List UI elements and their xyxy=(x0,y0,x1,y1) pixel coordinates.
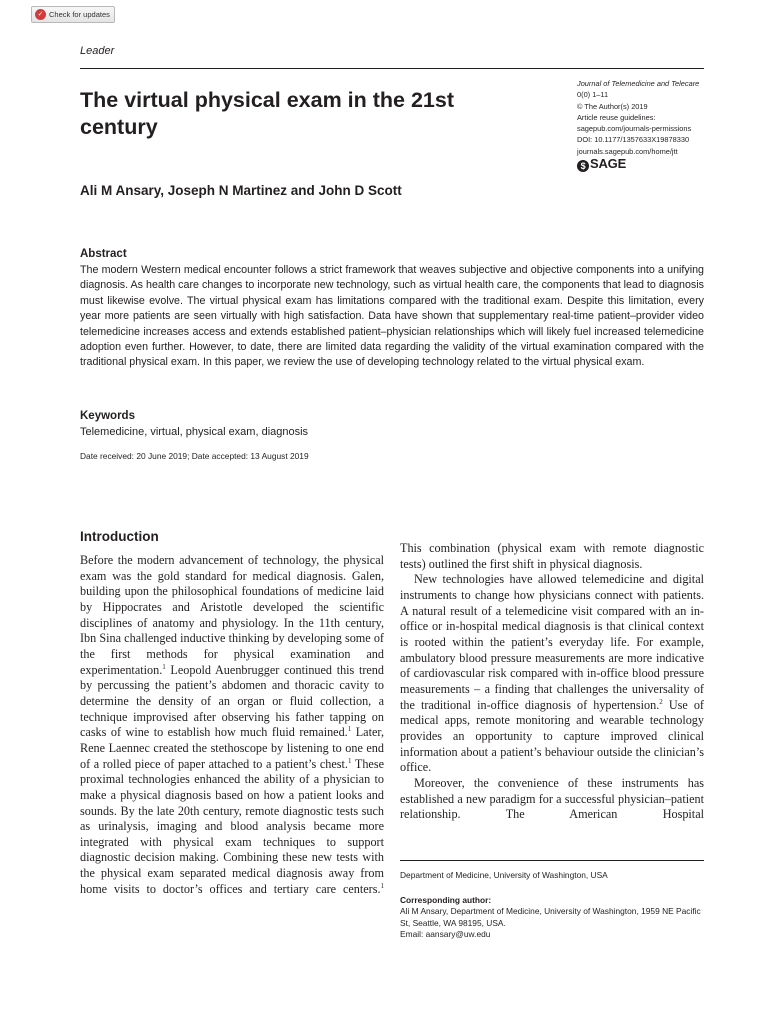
text-run: These proximal technologies enhanced the ability of a physician to make a physical diagnosis based on how a patient looks and sounds. By the late 20th century, remote diagnostic tests such as urinalysis, imaging and blood analysis became more integrated with physical exam techniques to support diagnostic decision making. Combining these new tests with the physical exam separated medical diagnosis away from home visits to doctor’s offices and tertiary care centers. xyxy=(80,756,384,896)
body-column-right xyxy=(400,541,704,823)
section-label: Leader xyxy=(80,45,115,57)
citation-ref[interactable]: 1 xyxy=(162,662,166,671)
corresponding-author-heading: Corresponding author: xyxy=(400,894,492,905)
reuse-link[interactable]: sagepub.com/journals-permissions xyxy=(577,124,692,134)
text-run: Later, Rene Laennec created the stethoscope by listening to one end of a rolled piece of paper attached to a patient’s chest. xyxy=(80,725,384,771)
text-run: Use of medical apps, remote monitoring and wearable technology provides an opportunity to capture improved clinical information about a patient’s behaviour outside the clinician’s office. xyxy=(400,697,704,775)
text-run: New technologies have allowed telemedicine and digital instruments to change how physicians connect with patients. A natural result of a telemedicine visit compared with an in-office or in-hospital medical diagnosis is that clinical context is rooted within the patient’s everyday life. For example, ambulatory blood pressure measurements are more indicative of cardiovascular risk compared with in-office blood pressure measurements – a finding that challenges the universality of the traditional in-office diagnosis of hypertension. xyxy=(400,572,704,712)
citation-ref[interactable]: 1 xyxy=(347,756,352,765)
publisher-logo xyxy=(577,158,699,172)
keywords-text: Telemedicine, virtual, physical exam, diagnosis xyxy=(80,426,309,438)
journal-name: Journal of Telemedicine and Telecare xyxy=(577,79,700,88)
body-column-left xyxy=(80,553,384,897)
keywords-heading: Keywords xyxy=(80,410,135,422)
citation-ref[interactable]: 2 xyxy=(659,697,663,706)
journal-meta xyxy=(577,78,699,172)
abstract-text: The modern Western medical encounter follows a strict framework that weaves subjective and objective components into a unifying diagnosis. As health care changes to incorporate new technology, such as virtual health care, the components that lead to diagnosis must likewise evolve. The virtual physical exam has limitations compared with the traditional exam. Despite this limitation, every year more patients are seen virtually with high satisfaction. Data have shown that supplementary real-time patient–provider video telemedicine increases access and extends established patient–physician relationships which will likely fuel increased telemedicine adoption even further. However, to date, there are limited data regarding the validity of the virtual examination compared with the traditional physical exam. In this paper, we review the use of developing technology related to the virtual physical exam. xyxy=(80,264,704,369)
body-paragraph: Moreover, the convenience of these instruments has established a new paradigm for a successful physician–patient relationship. The American Hospital xyxy=(400,775,704,822)
updates-icon: ✓ xyxy=(35,9,46,20)
author-list: Ali M Ansary, Joseph N Martinez and John D Scott xyxy=(80,183,402,198)
header-rule xyxy=(80,68,704,69)
citation-ref[interactable]: 1 xyxy=(347,725,352,734)
citation-ref[interactable]: 1 xyxy=(380,881,384,890)
doi-link[interactable]: DOI: 10.1177/1357633X19878330 xyxy=(577,135,690,145)
text-run: Leopold Auenbrugger continued this trend by percussing the patient’s abdomen and thoracic cavity to determine the density of an organ or fluid collection, a technique improvised after observing his father tapping on casks of wine to establish how much fluid remained. xyxy=(80,662,384,740)
date-info: Date received: 20 June 2019; Date accepted: 13 August 2019 xyxy=(80,451,309,461)
corresponding-author-address: Ali M Ansary, Department of Medicine, University of Washington, 1959 NE Pacific St, Seattle, WA 98195, USA. xyxy=(400,906,701,928)
section-heading-introduction: Introduction xyxy=(80,529,159,544)
check-for-updates-label: Check for updates xyxy=(49,10,110,19)
sage-logo-icon: $ xyxy=(577,160,589,172)
check-for-updates-badge[interactable] xyxy=(31,6,115,23)
text-run: Before the modern advancement of technology, the physical exam was the gold standard for medical diagnosis. Galen, building upon the philosophical foundations of medicine laid by Hippocrates and Aristotle developed the scientific disciplines of anatomy and physiology. In the 11th century, Ibn Sina challenged inductive thinking by developing some of the first methods for physical examination and experimentation. xyxy=(80,553,384,677)
page-title: The virtual physical exam in the 21st century xyxy=(80,88,455,139)
reuse-label: Article reuse guidelines: xyxy=(577,112,656,122)
body-paragraph: This combination (physical exam with remote diagnostic tests) outlined the first shift in physical diagnosis. xyxy=(400,541,704,571)
corresponding-author-email[interactable]: Email: aansary@uw.edu xyxy=(400,929,491,940)
affiliation: Department of Medicine, University of Washington, USA xyxy=(400,870,608,880)
author-footnote xyxy=(400,860,704,941)
intro-paragraph xyxy=(80,553,384,897)
publisher-name: SAGE xyxy=(590,156,627,172)
journal-home-link[interactable]: journals.sagepub.com/home/jtt xyxy=(577,146,678,156)
abstract-heading: Abstract xyxy=(80,248,127,260)
copyright: © The Author(s) 2019 xyxy=(577,101,648,111)
body-paragraph xyxy=(400,572,704,776)
journal-volume: 0(0) 1–11 xyxy=(577,90,609,100)
